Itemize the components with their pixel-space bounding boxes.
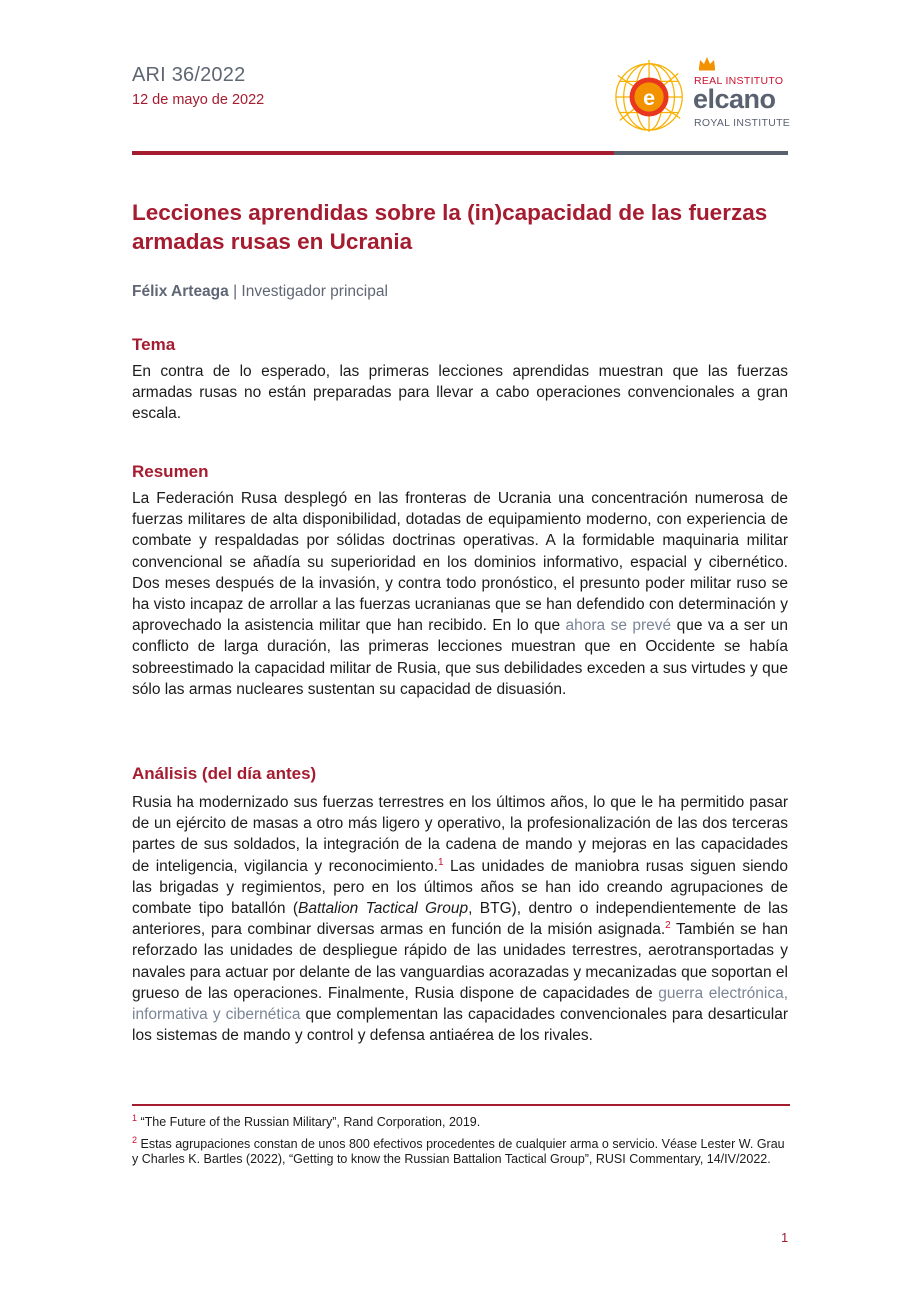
heading-tema: Tema	[132, 335, 176, 354]
footnote-number: 1	[132, 1113, 138, 1123]
logo-line-royal-institute: ROYAL INSTITUTE	[694, 117, 791, 129]
resumen-text	[132, 488, 788, 700]
publication-date: 12 de mayo de 2022	[132, 92, 265, 108]
link-guerra-electronica[interactable]: guerra electrónica, informativa y cibernética	[132, 984, 788, 1024]
logo-mark-letter: e	[643, 85, 656, 110]
author-separator: |	[228, 283, 242, 300]
footnote-divider	[132, 1104, 790, 1106]
page-number: 1	[781, 1230, 789, 1245]
analisis-text	[132, 792, 788, 1046]
footnotes	[132, 1115, 788, 1174]
footnote-text: Estas agrupaciones constan de unos 800 efectivos procedentes de cualquier arma o servicio. Véase Lester W. Grau y Charles K. Bartles (2022), “Getting to know the Russian Battalion Tactical Group”, RUSI Commentary, 14/IV/2022.	[132, 1136, 785, 1166]
footnote-2	[132, 1134, 788, 1168]
heading-resumen: Resumen	[132, 462, 209, 481]
header-divider	[132, 151, 788, 155]
footnote-ref-2[interactable]: 2	[665, 920, 671, 932]
footnote-ref-1[interactable]: 1	[437, 856, 444, 868]
crown-icon	[697, 55, 717, 71]
section-resumen	[132, 462, 788, 700]
resumen-text-part: que va a ser un conflicto de larga duración, las primeras lecciones muestran que en Occidente se había sobreestimado la capacidad militar de Rusia, que sus debilidades exceden a sus virtudes y que sólo las armas nucleares sustentan su capacidad de disuasión.	[132, 617, 788, 698]
author-line	[132, 283, 388, 301]
section-tema	[132, 335, 788, 425]
author-role: Investigador principal	[241, 283, 388, 300]
footnote-1	[132, 1115, 788, 1131]
resumen-text-part: La Federación Rusa desplegó en las fronteras de Ucrania una concentración numerosa de fuerzas militares de alta disponibilidad, dotadas de equipamiento moderno, con experiencia de combate y respaldadas por sólidas doctrinas operativas. A la formidable maquinaria militar convencional se añadía su superioridad en los dominios informativo, espacial y cibernético. Dos meses después de la invasión, y contra todo pronóstico, el presunto poder militar ruso se ha visto incapaz de arrollar a las fuerzas ucranianas que se han defendido con determinación y aprovechado la asistencia militar que han recibido. En lo que	[132, 490, 788, 635]
document-title: Lecciones aprendidas sobre la (in)capacidad de las fuerzas armadas rusas en Ucrania	[132, 200, 768, 254]
series-number: ARI 36/2022	[132, 64, 246, 86]
elcano-globe-icon	[612, 56, 690, 134]
analisis-text-part: Rusia ha modernizado sus fuerzas terrestres en los últimos años, lo que le ha permitido pasar de un ejército de masas a otro más ligero y operativo, la profesionalización de las dos terceras partes de sus soldados, la integración de la cadena de mando y mejoras en las capacidades de inteligencia, vigilancia y reconocimiento.	[132, 794, 788, 875]
analisis-text-part: que complementan las capacidades convencionales para desarticular los sistemas de mando y control y defensa antiaérea de los rivales.	[132, 1006, 789, 1045]
logo-line-real-instituto: REAL INSTITUTO	[694, 75, 784, 87]
analisis-italic-term: Battalion Tactical Group	[297, 900, 469, 918]
analisis-text-part: Las unidades de maniobra rusas siguen siendo las brigadas y regimientos, pero en los últimos años se han ido creando agrupaciones de combate tipo batallón (	[132, 857, 788, 918]
tema-text: En contra de lo esperado, las primeras lecciones aprendidas muestran que las fuerzas armadas rusas no están preparadas para llevar a cabo operaciones convencionales a gran escala.	[132, 363, 788, 423]
author-name: Félix Arteaga	[132, 283, 229, 300]
heading-analisis: Análisis (del día antes)	[132, 764, 317, 783]
analisis-text-part: También se han reforzado las unidades de despliegue rápido de las unidades terrestres, aerotransportadas y navales para actuar por delante de las vanguardias acorazadas y mecanizadas que soportan el grueso de las operaciones. Finalmente, Rusia dispone de capacidades de	[132, 921, 788, 1002]
analisis-text-part: , BTG), dentro o independientemente de las anteriores, para combinar diversas armas en función de la misión asignada.	[132, 900, 788, 939]
footnote-text: “The Future of the Russian Military”, Rand Corporation, 2019.	[137, 1115, 481, 1129]
section-analisis	[132, 764, 788, 1046]
footnote-number: 2	[132, 1134, 138, 1145]
link-ahora-se-preve[interactable]: ahora se prevé	[565, 617, 672, 635]
logo-wordmark: elcano	[693, 84, 776, 114]
elcano-logo	[612, 50, 792, 134]
